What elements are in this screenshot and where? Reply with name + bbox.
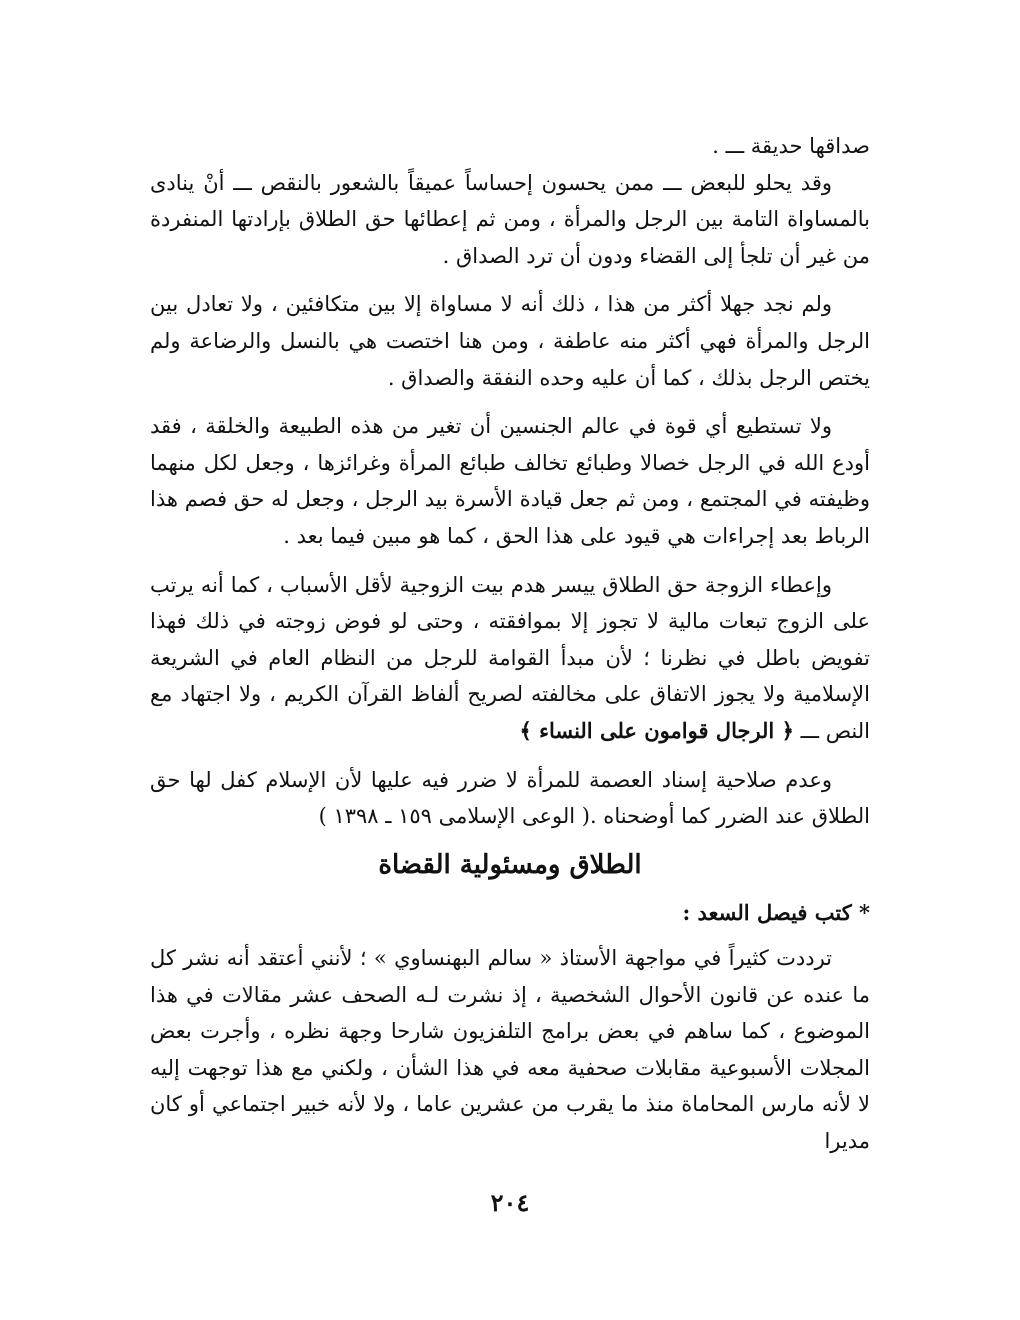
article-body-top	[150, 128, 870, 835]
paragraph-divorce-right-text: وإعطاء الزوجة حق الطلاق ييسر هدم بيت الزوجية لأقل الأسباب ، كما أنه يرتب على الزوج تبعات مالية لا تجوز إلا بموافقته ، وحتى لو فوض زوجته في ذلك فهذا تفويض باطل في نظرنا ؛ لأن مبدأ القوامة للرجل من النظام العام في الشريعة الإسلامية ولا يجوز الاتفاق على مخالفته لصريح ألفاظ القرآن الكريم ، ولا اجتهاد مع النص ـــ	[150, 572, 870, 743]
paragraph-continuation: صداقها حديقة ـــ .	[712, 134, 870, 158]
article-body-bottom	[150, 940, 870, 1160]
paragraph-divorce-right	[150, 567, 870, 750]
page-number: ٢٠٤	[490, 1188, 530, 1217]
paragraph-equality: وقد يحلو للبعض ـــ ممن يحسون إحساساً عميقاً بالشعور بالنقص ـــ أنْ ينادى بالمساواة التامة بين الرجل والمرأة ، ومن ثم إعطائها حق الطلاق بإرادتها المنفردة من غير أن تلجأ إلى القضاء ودون أن ترد الصداق .	[150, 170, 870, 268]
author-line: * كتب فيصل السعد :	[682, 900, 870, 925]
section-title: الطلاق ومسئولية القضاة	[378, 850, 642, 880]
paragraph-response: ترددت كثيراً في مواجهة الأستاذ « سالم البهنساوي » ؛ لأنني أعتقد أنه نشر كل ما عنده عن قانون الأحوال الشخصية ، إذ نشرت لـه الصحف عشر مقالات في هذا الموضوع ، كما ساهم في بعض برامج التلفزيون شارحا وجهة نظره ، وأجرت بعض المجلات الأسبوعية مقابلات صحفية معه في هذا الشأن ، ولكني مع هذا توجهت إليه لا لأنه مارس المحاماة منذ ما يقرب من عشرين عاما ، ولا لأنه خبير اجتماعي أو كان مديرا	[150, 946, 870, 1153]
paragraph-ignorance: ولم نجد جهلا أكثر من هذا ، ذلك أنه لا مساواة إلا بين متكافئين ، ولا تعادل بين الرجل والمرأة فهي أكثر منه عاطفة ، ومن هنا اختصت هي بالنسل والرضاعة ولم يختص الرجل بذلك ، كما أن عليه وحده النفقة والصداق .	[150, 292, 870, 390]
paragraph-conclusion: وعدم صلاحية إسناد العصمة للمرأة لا ضرر فيه عليها لأن الإسلام كفل لها حق الطلاق عند الضرر كما أوضحناه .( الوعى الإسلامى ١٥٩ ـ ١٣٩٨ )	[150, 767, 870, 829]
paragraph-nature: ولا تستطيع أي قوة في عالم الجنسين أن تغير من هذه الطبيعة والخلقة ، فقد أودع الله في الرجل خصالا وطبائع تخالف طبائع المرأة وغرائزها ، وجعل لكل منهما وظيفته في المجتمع ، ومن ثم جعل قيادة الأسرة بيد الرجل ، وجعل له حق فصم هذا الرباط بعد إجراءات هي قيود على هذا الحق ، كما هو مبين فيما بعد .	[150, 414, 870, 548]
quran-quote: ﴿ الرجال قوامون على النساء ﴾	[519, 717, 794, 743]
